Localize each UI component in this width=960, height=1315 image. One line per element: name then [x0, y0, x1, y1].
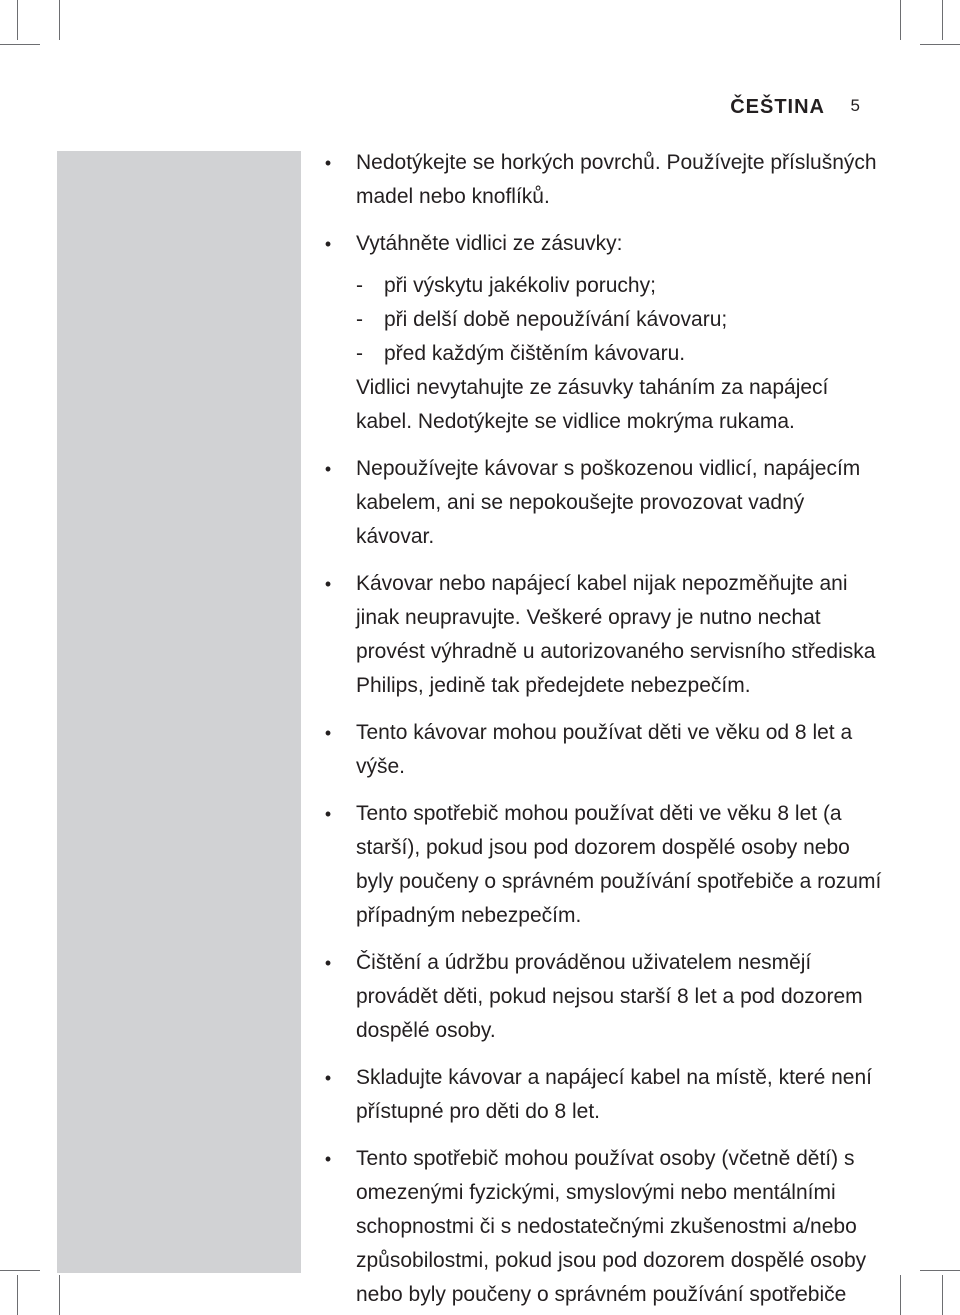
sub-item-text: při výskytu jakékoliv poruchy; [384, 274, 656, 297]
list-item [322, 1142, 882, 1312]
list-item [322, 716, 882, 784]
bullet: • [324, 1149, 332, 1169]
bullet: • [324, 1068, 332, 1088]
item-text: Tento spotřebič mohou používat děti ve věku 8 let (a starší), pokud jsou pod dozorem dospělé osoby nebo byly poučeny o správném používání spotřebiče a rozumí případným nebezpečím. [356, 802, 882, 927]
side-panel [57, 151, 301, 1273]
dash: - [356, 308, 363, 331]
bullet: • [324, 459, 332, 479]
item-text: Kávovar nebo napájecí kabel nijak nepozměňujte ani jinak neupravujte. Veškeré opravy je nutno nechat provést výhradně u autorizovaného servisního střediska Philips, jedině tak předejdete nebezpečím. [356, 572, 876, 697]
crop-mark [0, 44, 40, 45]
safety-list [322, 146, 882, 1312]
sub-item [322, 269, 882, 303]
crop-mark [900, 1275, 901, 1315]
list-item [322, 1061, 882, 1129]
list-item [322, 452, 882, 554]
bullet: • [324, 574, 332, 594]
crop-mark [59, 1275, 60, 1315]
item-text: Vytáhněte vidlici ze zásuvky: [356, 232, 623, 255]
bullet: • [324, 723, 332, 743]
crop-mark [920, 1270, 960, 1271]
item-text: Nepoužívejte kávovar s poškozenou vidlicí, napájecím kabelem, ani se nepokoušejte provozovat vadný kávovar. [356, 457, 861, 548]
list-item [322, 797, 882, 933]
sub-item-text: před každým čištěním kávovaru. [384, 342, 686, 365]
crop-mark [0, 1270, 40, 1271]
bullet: • [324, 153, 332, 173]
sub-item [322, 303, 882, 337]
list-item [322, 946, 882, 1048]
page-header [600, 96, 870, 126]
item-text: Skladujte kávovar a napájecí kabel na místě, které není přístupné pro děti do 8 let. [356, 1066, 872, 1123]
crop-mark [59, 0, 60, 40]
bullet: • [324, 234, 332, 254]
item-text: Čištění a údržbu prováděnou uživatelem nesmějí provádět děti, pokud nejsou starší 8 let a pod dozorem dospělé osoby. [356, 951, 863, 1042]
list-item [322, 146, 882, 214]
crop-mark [900, 0, 901, 40]
crop-mark [920, 44, 960, 45]
sub-item [322, 337, 882, 371]
item-text: Nedotýkejte se horkých povrchů. Používejte příslušných madel nebo knoflíků. [356, 151, 877, 208]
crop-mark [942, 0, 943, 40]
crop-mark [17, 1275, 18, 1315]
language-label: ČEŠTINA [730, 96, 825, 118]
item-continuation [322, 371, 882, 439]
page-number: 5 [850, 96, 860, 115]
dash: - [356, 342, 363, 365]
list-item [322, 227, 882, 261]
item-text: Tento spotřebič mohou používat osoby (včetně dětí) s omezenými fyzickými, smyslovými nebo mentálními schopnostmi či s nedostatečnými zkušenostmi a/nebo způsobilostmi, pokud jsou pod dozorem dospělé osoby nebo byly poučeny o správném používání spotřebiče [356, 1147, 867, 1306]
item-text: Vidlici nevytahujte ze zásuvky taháním za napájecí kabel. Nedotýkejte se vidlice mokrýma rukama. [356, 376, 829, 433]
list-item [322, 567, 882, 703]
bullet: • [324, 953, 332, 973]
sub-item-text: při delší době nepoužívání kávovaru; [384, 308, 728, 331]
crop-mark [942, 1275, 943, 1315]
item-text: Tento kávovar mohou používat děti ve věku od 8 let a výše. [356, 721, 853, 778]
crop-mark [17, 0, 18, 40]
bullet: • [324, 804, 332, 824]
dash: - [356, 274, 363, 297]
